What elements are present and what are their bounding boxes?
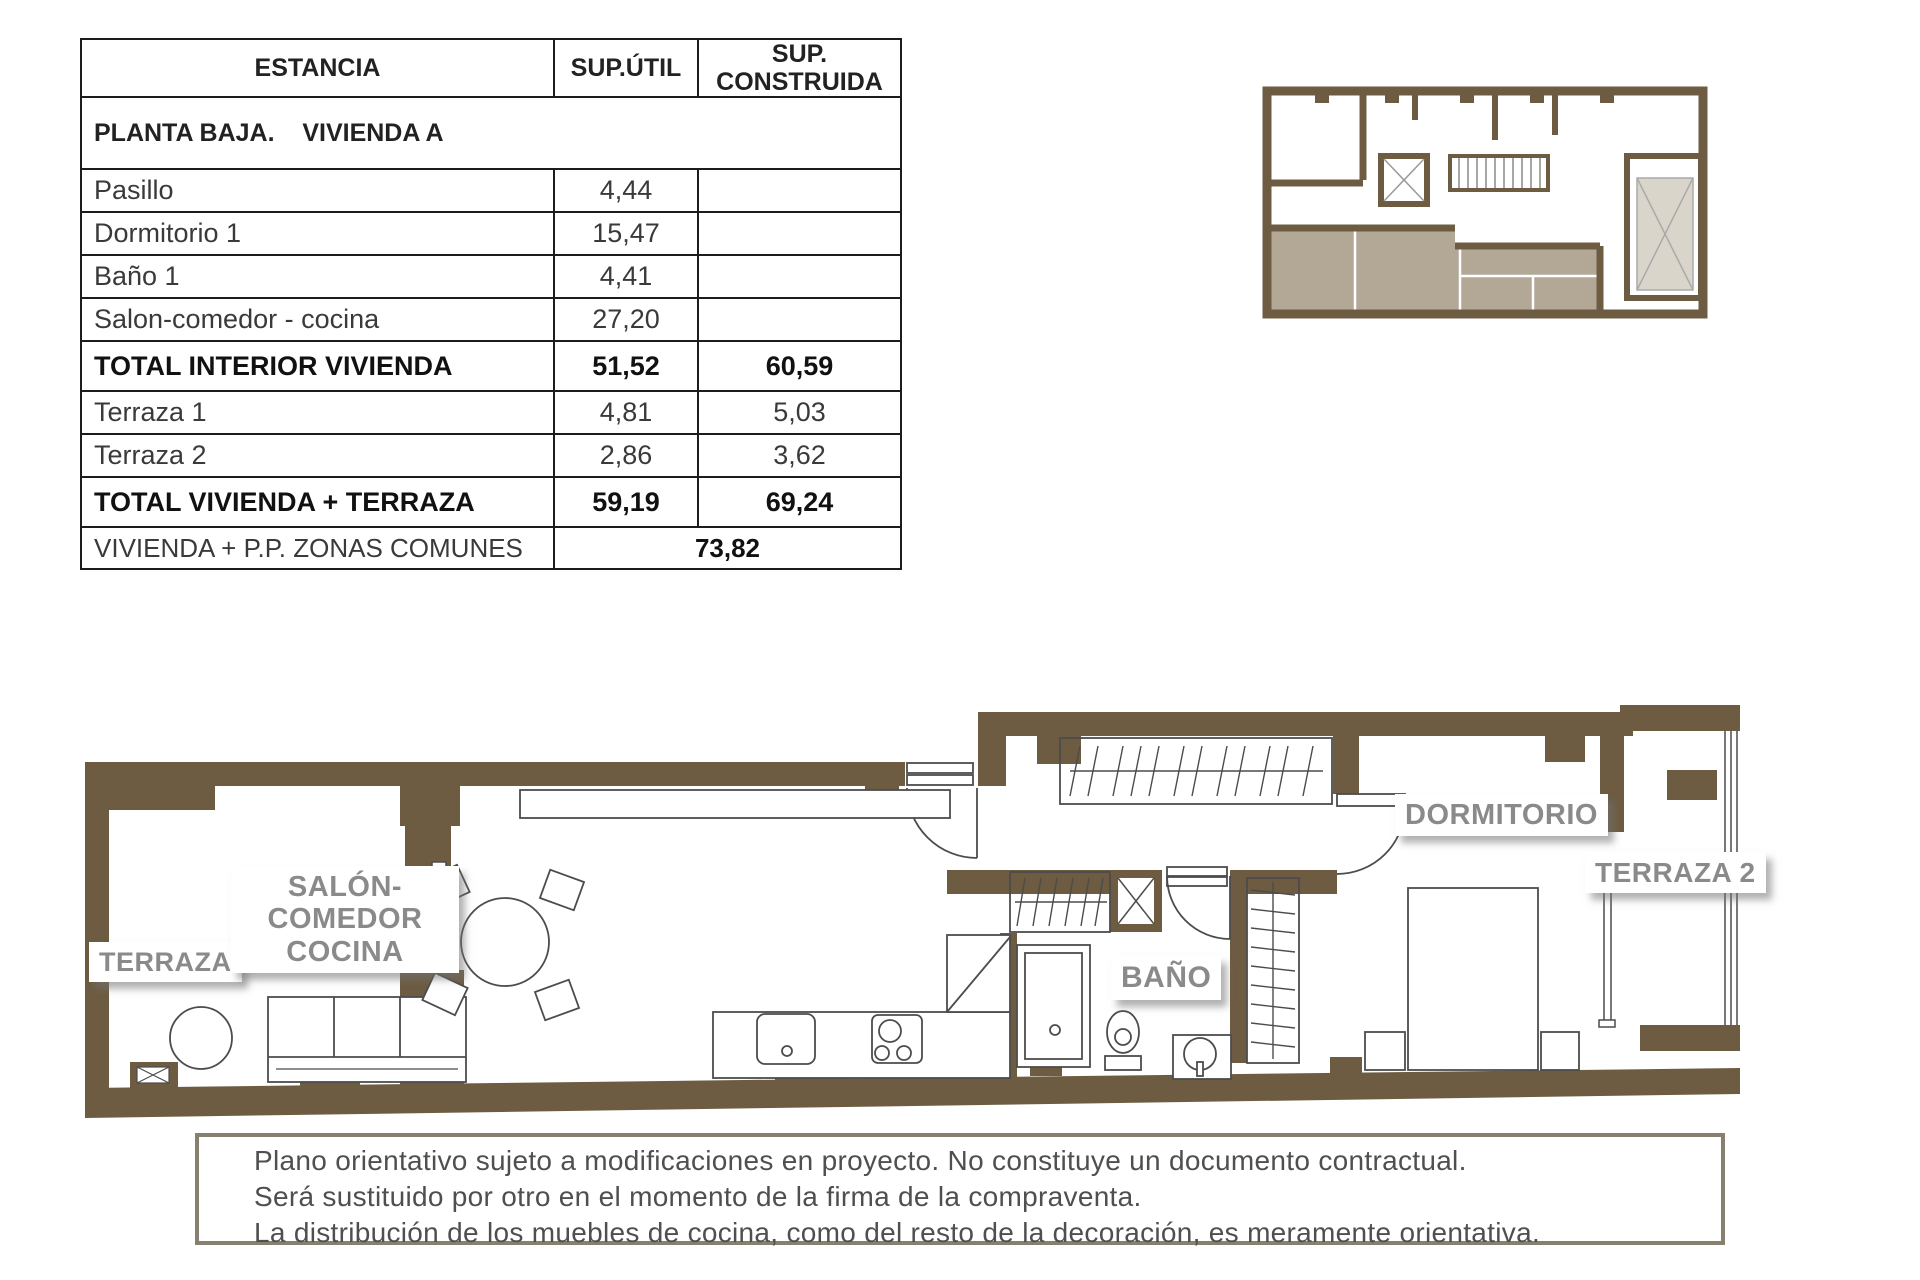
footer-label: VIVIENDA + P.P. ZONAS COMUNES (81, 527, 554, 569)
row-label: TOTAL INTERIOR VIVIENDA (81, 341, 554, 391)
bathroom-door (1167, 867, 1230, 939)
main-floor-plan (75, 570, 1755, 1155)
row-util-value: 4,81 (554, 391, 698, 434)
table-row (81, 212, 901, 255)
row-util-value: 2,86 (554, 434, 698, 477)
table-row (81, 298, 901, 341)
terrace-table (170, 1007, 232, 1069)
row-construida-value (698, 255, 901, 298)
room-label-salon-line2: COCINA (286, 935, 404, 968)
drain-symbol (137, 1067, 169, 1083)
key-plan-unit-shade (1271, 228, 1599, 310)
disclaimer-line: Plano orientativo sujeto a modificaciones en proyecto. No constituye un documento contractual. (254, 1145, 1467, 1176)
row-label: Baño 1 (81, 255, 554, 298)
bathroom-sink (1173, 1035, 1231, 1079)
table-total-row (81, 477, 901, 527)
table-total-row (81, 341, 901, 391)
table-footer-row (81, 527, 901, 569)
room-label-salon (231, 866, 459, 973)
row-construida-value: 69,24 (698, 477, 901, 527)
surface-area-table (80, 38, 902, 570)
table-section-row (81, 97, 901, 169)
table-header-row (81, 39, 901, 97)
row-label: Dormitorio 1 (81, 212, 554, 255)
high-cabinet (520, 790, 950, 818)
row-construida-value: 3,62 (698, 434, 901, 477)
sofa (268, 997, 466, 1082)
row-construida-value: 5,03 (698, 391, 901, 434)
row-util-value: 4,44 (554, 169, 698, 212)
table-row (81, 255, 901, 298)
disclaimer-box (195, 1133, 1725, 1248)
table-row (81, 169, 901, 212)
column-header-estancia: ESTANCIA (81, 39, 554, 97)
row-construida-value (698, 169, 901, 212)
disclaimer-line: Será sustituido por otro en el momento de la firma de la compraventa. (254, 1181, 1142, 1212)
row-construida-value (698, 298, 901, 341)
column-header-sup-util: SUP.ÚTIL (554, 39, 698, 97)
toilet (1105, 1011, 1141, 1070)
table-row (81, 391, 901, 434)
row-util-value: 27,20 (554, 298, 698, 341)
bed (1408, 888, 1538, 1070)
disclaimer-line: La distribución de los muebles de cocina, como del resto de la decoración, es meramente orientativa. (254, 1217, 1541, 1248)
row-util-value: 51,52 (554, 341, 698, 391)
row-util-value: 4,41 (554, 255, 698, 298)
room-label-terraza: TERRAZA (89, 942, 242, 982)
kitchen-counter (713, 935, 1010, 1078)
footer-value: 73,82 (554, 527, 901, 569)
row-construida-value: 60,59 (698, 341, 901, 391)
table-row (81, 434, 901, 477)
room-label-salon-line1: SALÓN-COMEDOR (267, 871, 423, 936)
room-label-bano: BAÑO (1111, 956, 1221, 1000)
shower (1017, 945, 1090, 1067)
row-label: Pasillo (81, 169, 554, 212)
row-label: Terraza 2 (81, 434, 554, 477)
hall-closet-hatch (1060, 738, 1332, 804)
row-construida-value (698, 212, 901, 255)
wardrobe-hatch (1247, 878, 1299, 1063)
shaft-box (1110, 870, 1162, 932)
row-util-value: 15,47 (554, 212, 698, 255)
section-title: PLANTA BAJA. VIVIENDA A (81, 97, 901, 169)
key-plan-lift-shaft (1381, 156, 1427, 204)
key-plan-patio (1627, 156, 1701, 298)
row-label: Terraza 1 (81, 391, 554, 434)
key-plan-stairs (1450, 156, 1548, 190)
room-label-dormitorio: DORMITORIO (1395, 794, 1608, 836)
room-label-terraza2: TERRAZA 2 (1585, 852, 1766, 893)
key-plan (1255, 80, 1715, 325)
row-label: Salon-comedor - cocina (81, 298, 554, 341)
row-label: TOTAL VIVIENDA + TERRAZA (81, 477, 554, 527)
column-header-sup-construida: SUP. CONSTRUIDA (698, 39, 901, 97)
row-util-value: 59,19 (554, 477, 698, 527)
